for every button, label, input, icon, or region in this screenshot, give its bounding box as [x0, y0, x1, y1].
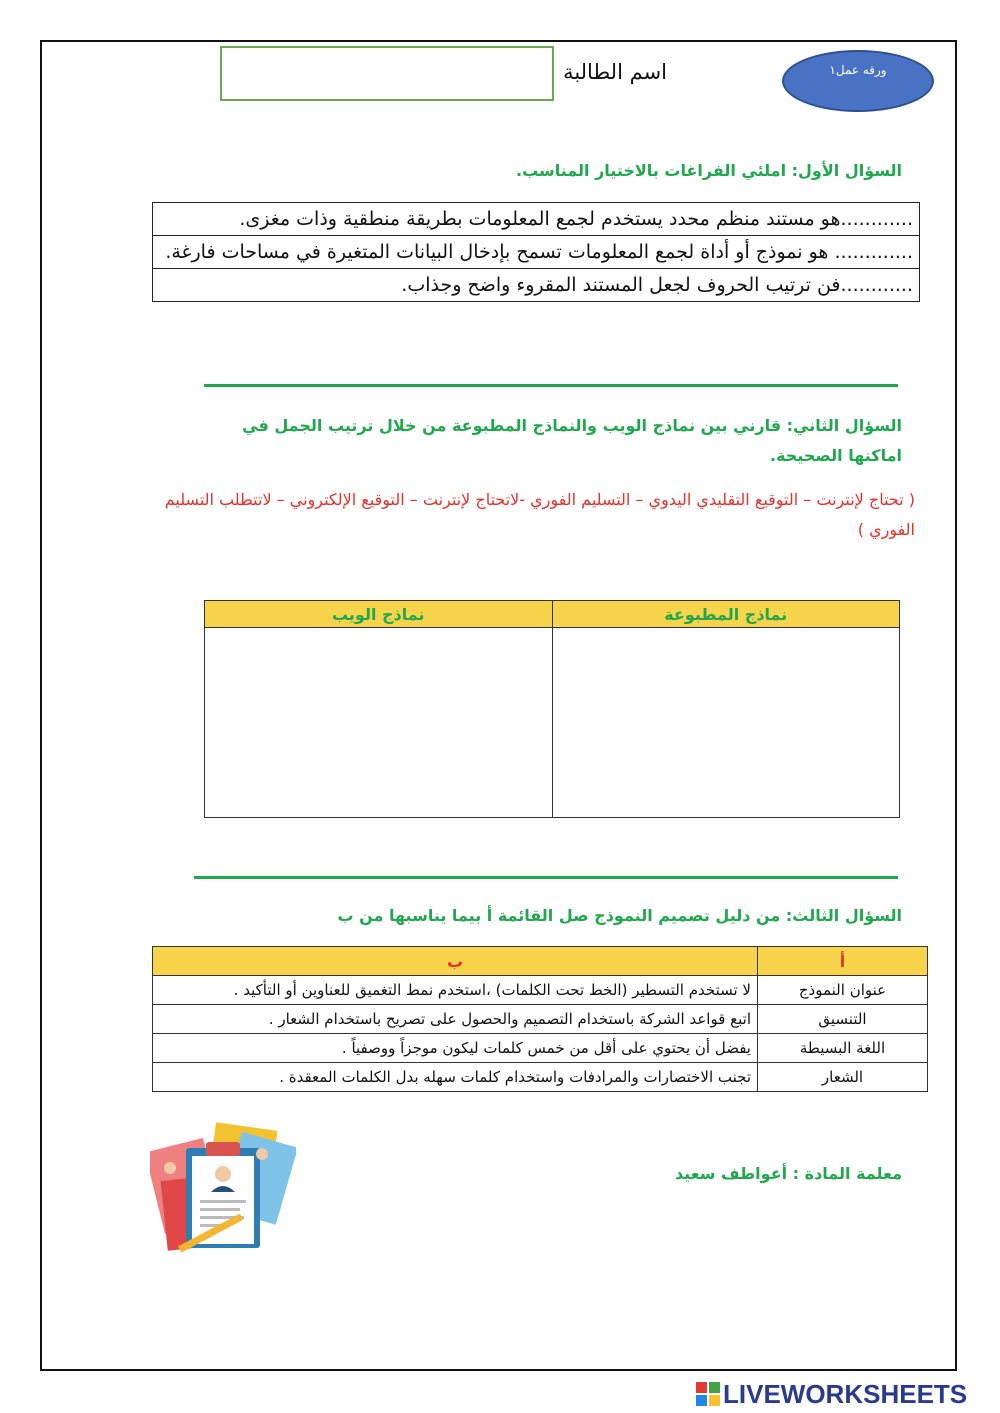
q3-table — [152, 946, 928, 1092]
table-row — [153, 269, 920, 302]
q3-header-b: ب — [153, 947, 758, 976]
clipboard-resume-illustration — [150, 1118, 296, 1258]
brand-text: LIVEWORKSHEETS — [723, 1379, 968, 1409]
section-divider — [204, 384, 898, 387]
q2-cell-printed[interactable] — [552, 628, 900, 818]
table-row — [153, 1034, 928, 1063]
q3-a-4[interactable]: الشعار — [758, 1063, 928, 1092]
worksheet-badge-label: ورقه عمل١ — [829, 63, 887, 77]
worksheet-badge — [782, 50, 934, 112]
clipboard-icon — [150, 1118, 296, 1258]
table-row — [153, 976, 928, 1005]
q3-a-3[interactable]: اللغة البسيطة — [758, 1034, 928, 1063]
q3-b-3[interactable]: يفضل أن يحتوي على أقل من خمس كلمات ليكون موجزاً ووصفياً . — [153, 1034, 758, 1063]
student-name-input[interactable] — [220, 46, 554, 101]
liveworksheets-logo-icon — [696, 1382, 720, 1406]
q3-a-2[interactable]: التنسيق — [758, 1005, 928, 1034]
q2-header-printed: نماذج المطبوعة — [552, 601, 900, 628]
teacher-name: معلمة المادة : أعواطف سعيد — [674, 1164, 902, 1183]
q2-header-web: نماذج الويب — [205, 601, 553, 628]
q3-title: السؤال الثالث: من دليل تصميم النموذج صل القائمة أ بيما يناسبها من ب — [337, 906, 902, 925]
section-divider — [194, 876, 898, 879]
table-row — [153, 236, 920, 269]
q1-row-3[interactable]: ............فن ترتيب الحروف لجعل المستند المقروء واضح وجذاب. — [153, 269, 920, 302]
table-row — [153, 1005, 928, 1034]
student-name-label: اسم الطالبة — [563, 60, 667, 84]
table-row — [153, 1063, 928, 1092]
q2-title: السؤال الثاني: قارني بين نماذج الويب والنماذج المطبوعة من خلال ترتيب الجمل في اماكنها الصحيحة. — [242, 416, 902, 465]
liveworksheets-brand — [696, 1378, 996, 1410]
q2-table — [204, 600, 900, 818]
q2-word-bank: ( تحتاج لإنترنت – التوقيع التقليدي اليدوي – التسليم الفوري -لاتحتاج لإنترنت – التوقيع الإلكتروني – لاتتطلب التسليم الفوري ) — [164, 490, 915, 539]
q1-title: السؤال الأول: املئي الفراغات بالاختيار المناسب. — [516, 161, 902, 180]
q1-table — [152, 202, 920, 302]
q1-row-1[interactable]: ............هو مستند منظم محدد يستخدم لجمع المعلومات بطريقة منطقية وذات مغزى. — [153, 203, 920, 236]
q3-b-1[interactable]: لا تستخدم التسطير (الخط تحت الكلمات) ،استخدم نمط التغميق للعناوين أو التأكيد . — [153, 976, 758, 1005]
q3-b-4[interactable]: تجنب الاختصارات والمرادفات واستخدام كلمات سهله بدل الكلمات المعقدة . — [153, 1063, 758, 1092]
q3-header-a: أ — [758, 947, 928, 976]
q1-row-2[interactable]: ............. هو نموذج أو أداة لجمع المعلومات تسمح بإدخال البيانات المتغيرة في مساحات فارغة. — [153, 236, 920, 269]
table-row — [153, 203, 920, 236]
q2-cell-web[interactable] — [205, 628, 553, 818]
q3-a-1[interactable]: عنوان النموذج — [758, 976, 928, 1005]
q3-b-2[interactable]: اتبع قواعد الشركة باستخدام التصميم والحصول على تصريح باستخدام الشعار . — [153, 1005, 758, 1034]
